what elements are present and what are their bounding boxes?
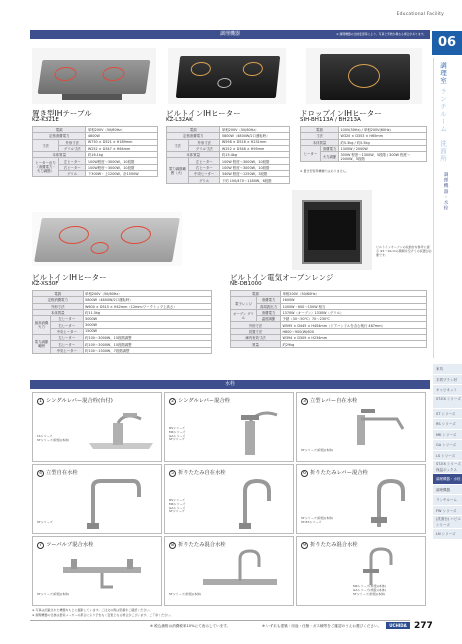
side-nav-item[interactable]: MK シリーズ: [433, 430, 462, 441]
footnote: ※ 調理機器の仕様は製造メーカーの都合により予告なく変更となる場合がございます。ご了承ください。: [32, 613, 174, 617]
faucet-series: STシリーズ(枠組)(本体): [301, 448, 334, 452]
product-model: KZ-XS30F: [32, 281, 59, 287]
faucet-cell: [296, 536, 426, 606]
spec-table: 電源 100V(50Hz) / 単相200V(60Hz) 寸法 W320 × D353 × H65mm 本体質量 約5.3kg / 約5.5kg ヒーター 消費電力 1300W / 2000W 火力調節 300W 程度～1300W、5段階 / 300W 程度～2000W、5段階: [300, 126, 427, 162]
spec-table: 電源 単相200V（50/60Hz） 定格消費電力 5800W（4800W/2口運転時） 外形寸法 W600 × D515 × H42mm（12mm:ワークトップ上高さ） 本体質量 約11.5kg 最高消費火力 左ヒーター 3000W 右ヒーター 3000W 中央ヒーター 1500W 電力調節範囲 左ヒーター 約100～3000W、15段階調整 右ヒーター 約100～3000W、15段階調整 中央ヒーター 約100～1500W、7段階調整: [32, 290, 212, 354]
product-model: NE-DB1000: [230, 281, 262, 287]
product-photo-dropin-ih: [306, 48, 422, 104]
faucet-illustration: [347, 405, 423, 449]
faucet-series: STシリーズ(枠組)(本体) ST-EXシリーズ: [301, 516, 334, 524]
section-note: ※ 調理機器の仕様変更等により、写真と実物が異なる場合があります。: [336, 32, 426, 36]
faucet-illustration: [357, 477, 421, 533]
footnote: ※ 写真は記載された機器をもとに撮影しています。ご注文の際は型番をご確認ください。: [32, 608, 153, 612]
faucet-illustration: [225, 477, 289, 533]
faucet-series: RSシリーズ MKシリーズ GAシリーズ STシリーズ: [169, 498, 186, 514]
product-title: ビルトイン電気オーブンレンジ: [230, 273, 334, 282]
faucet-number: 6: [301, 470, 308, 477]
faucet-number: 5: [169, 470, 176, 477]
faucet-cell: [164, 464, 294, 534]
side-divider: [433, 58, 434, 358]
faucet-cell: [32, 392, 162, 462]
faucet-title: シングルレバー混合栓: [178, 398, 231, 404]
footer-tax-note: ※ 税込価格は消費税率10%にて表示しています。: [150, 624, 231, 628]
faucet-title: 折りたたみレバー混合栓: [310, 470, 368, 476]
faucet-cell: [32, 536, 162, 606]
side-nav-item[interactable]: ST-EX シリーズ: [433, 396, 462, 409]
faucet-illustration: [73, 477, 153, 533]
faucet-title: 立型自在水栓: [46, 470, 78, 476]
product-model: KZ-K321E: [32, 117, 59, 123]
faucet-cell: [296, 464, 426, 534]
product-title: 置き型IHテーブル: [32, 109, 92, 118]
faucet-illustration: [195, 549, 285, 595]
product-photo-builtin-ih-2: [32, 212, 182, 266]
side-nav: [433, 364, 462, 540]
side-label-washroom: 洗面所: [439, 140, 447, 163]
spec-table: 電源 単相200V（50/60Hz） 電子レンジ 消費電力 1600W 高周波出力 1000W・600～150W 相当 オーブン グリル 消費電力 1370W（オーブン）1330W（グリル） 温度調節 予熱（30～50℃）70～230℃ 外形寸法 W595 × D445 × H454mm（ドアハンドルを含む奥行 487mm） 設置寸法 H800～900(W)600 庫内有効寸法 W394 × D309 × H234mm 質量 約29kg: [230, 290, 427, 348]
side-label-equipment: 調理機器・水栓: [443, 172, 448, 212]
product-model: SIH-BH113A / BH213A: [300, 117, 361, 123]
faucet-series: MKシリーズ(枠組)(本体) GAシリーズ(枠組)(本体) STシリーズ(枠組)(本体): [353, 584, 387, 596]
faucet-number: 9: [301, 542, 308, 549]
side-nav-item[interactable]: LN シリーズ: [433, 529, 462, 540]
faucet-cell: [164, 536, 294, 606]
product-title: ビルトインIHヒーター: [166, 109, 241, 118]
side-nav-item[interactable]: 調理機器: [433, 485, 462, 496]
footer-selection-note: ※ いずれも建築・用途・仕様・ガス種等をご確認のうえお選びください。: [262, 624, 382, 628]
side-nav-item[interactable]: FW シリーズ: [433, 506, 462, 517]
faucet-number: 1: [37, 398, 44, 405]
page-number: 277: [414, 621, 433, 631]
faucet-number: 3: [301, 398, 308, 405]
product-title: ドロップインIHヒーター: [300, 109, 382, 118]
faucet-series: STシリーズ(枠組)(本体): [37, 592, 70, 596]
side-nav-item[interactable]: (洗面台) ハビエシリーズ: [433, 516, 462, 529]
category-label: Educational Facility: [396, 12, 444, 17]
product-model: KZ-L32AK: [166, 117, 193, 123]
side-nav-item[interactable]: 家具: [433, 364, 462, 375]
faucet-cell: [164, 392, 294, 462]
chapter-number: 06: [432, 31, 462, 55]
faucet-illustration: [57, 551, 147, 595]
faucet-cell: [296, 392, 426, 462]
faucet-illustration: [83, 405, 159, 461]
faucet-series: STシリーズ(枠組)(本体): [169, 592, 202, 596]
section-bar-cooking: 調理機器: [30, 30, 430, 39]
faucet-cell: [32, 464, 162, 534]
faucet-series: LSシリーズ STシリーズ(枠組)(本体): [37, 434, 70, 442]
product-title: ビルトインIHヒーター: [32, 273, 107, 282]
product-photo-ih-table: [32, 48, 156, 104]
section-bar-faucet: 水栓: [30, 380, 430, 389]
faucet-series: RSシリーズ MKシリーズ GAシリーズ STシリーズ: [169, 426, 186, 442]
spec-table: 電源 単相200V（50/60Hz） 定格消費電力 4800W 寸法 外形寸法 W730 × D521 × H189mm グリル寸法 W252 × D347 × H64mm 本体質量 約16.1kg ヒーター出力（消費電力・火力調節） 左ヒーター 100W程度～3000W、10段階 右ヒーター 100W程度～3000W、10段階 グリル 下300W・上1200W、計1500W: [32, 126, 158, 177]
faucet-title: ツーバルブ混合水栓: [46, 542, 94, 548]
side-nav-item[interactable]: ST-EX シリーズ 保温ボックス: [433, 461, 462, 474]
side-label-kitchen: 調理室: [439, 62, 447, 85]
side-nav-item-active[interactable]: 調理機器・水栓: [433, 474, 462, 485]
side-nav-item[interactable]: GA シリーズ: [433, 440, 462, 451]
side-nav-item[interactable]: キャビネット: [433, 385, 462, 396]
faucet-series: STシリーズ: [37, 520, 53, 524]
side-nav-item[interactable]: ランチルーム: [433, 495, 462, 506]
brand-logo: UCHIDA: [386, 622, 410, 629]
spec-table: 電源 単相200V（50/60Hz） 定格消費電力 5800W（4800W/2口運転時） 寸法 外形寸法 W598 × D516 × H231mm グリル寸法 W252 × D348 × H95mm 本体質量 約15.4kg 電力調節範囲（火） 左ヒーター 100W 程度～3000W、10段階 右ヒーター 100W 程度～3000W、10段階 中央ヒーター 340W 程度～1250W、3段階 グリル 下約 100/470～1180W、6段階: [166, 126, 290, 184]
oven-note: ビルトインオーブンの収納台を参考に提示 ※5～10cmの隙間を空けての設置が必要です。: [376, 245, 432, 257]
faucet-title: 折りたたみ混合水栓: [178, 542, 226, 548]
faucet-illustration: [221, 405, 291, 461]
side-nav-item[interactable]: LS シリーズ: [433, 451, 462, 462]
side-nav-item[interactable]: 木質プラン材: [433, 375, 462, 386]
side-nav-item[interactable]: RS シリーズ: [433, 419, 462, 430]
faucet-title: シングルレバー混合栓(台付): [46, 398, 113, 404]
faucet-number: 2: [169, 398, 176, 405]
faucet-number: 4: [37, 470, 44, 477]
faucet-number: 8: [169, 542, 176, 549]
product-photo-oven: [292, 190, 372, 270]
faucet-illustration: [341, 547, 411, 587]
side-nav-item[interactable]: ST シリーズ: [433, 409, 462, 420]
faucet-title: 折りたたみ混合水栓: [310, 542, 358, 548]
footer-divider: [30, 620, 410, 621]
faucet-title: 立型レバー自在水栓: [310, 398, 358, 404]
product-note: ※ 置き型使用機種ではありません。: [300, 169, 349, 173]
product-photo-builtin-ih: [168, 48, 286, 104]
faucet-title: 折りたたみ自在水栓: [178, 470, 226, 476]
faucet-number: 7: [37, 542, 44, 549]
side-label-lunchroom: ランチルーム: [439, 88, 447, 133]
